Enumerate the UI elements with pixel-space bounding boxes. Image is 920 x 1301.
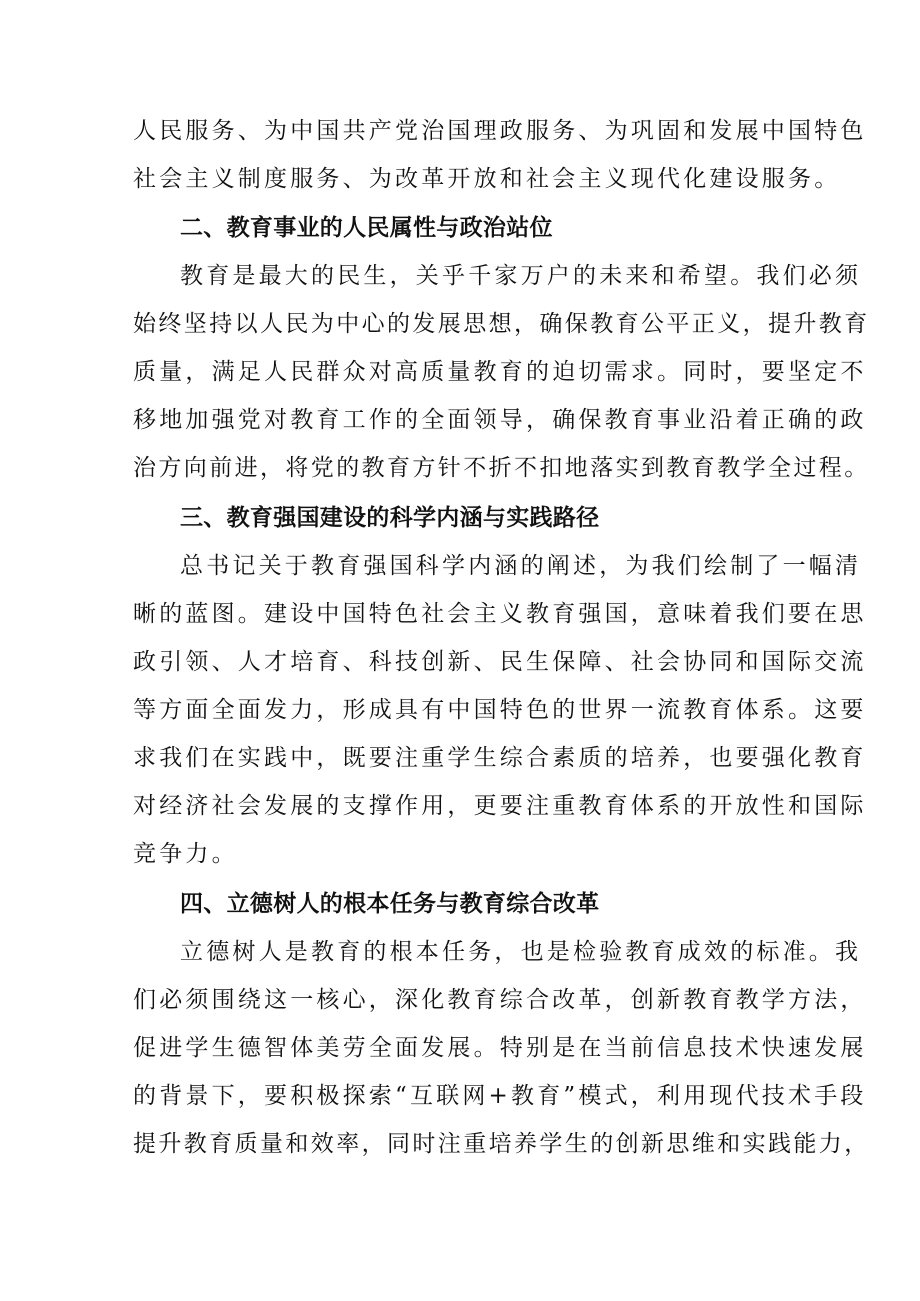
text-line: 求我们在实践中，既要注重学生综合素质的培养，也要强化教育 — [133, 745, 867, 771]
text-line: 们必须围绕这一核心，深化教育综合改革，创新教育教学方法， — [133, 987, 867, 1013]
section-heading: 二、教育事业的人民属性与政治站位 — [180, 215, 553, 241]
text-line: 移地加强党对教育工作的全面领导，确保教育事业沿着正确的政 — [133, 407, 867, 433]
section-heading: 三、教育强国建设的科学内涵与实践路径 — [180, 505, 600, 531]
text-line: 晰的蓝图。建设中国特色社会主义教育强国，意味着我们要在思 — [133, 601, 867, 627]
text-line: 始终坚持以人民为中心的发展思想，确保教育公平正义，提升教育 — [133, 311, 870, 337]
section-heading: 四、立德树人的根本任务与教育综合改革 — [180, 891, 600, 917]
text-line: 等方面全面发力，形成具有中国特色的世界一流教育体系。这要 — [133, 697, 867, 723]
text-line: 立德树人是教育的根本任务，也是检验教育成效的标准。我 — [180, 939, 862, 965]
text-line: 提升教育质量和效率，同时注重培养学生的创新思维和实践能力， — [133, 1131, 870, 1157]
text-line: 竞争力。 — [133, 841, 238, 867]
text-line: 总书记关于教育强国科学内涵的阐述，为我们绘制了一幅清 — [180, 553, 862, 579]
text-line: 治方向前进，将党的教育方针不折不扣地落实到教育教学全过程。 — [133, 455, 870, 481]
text-line: 的背景下，要积极探索“互联网+教育”模式，利用现代技术手段 — [133, 1083, 867, 1109]
text-line: 质量，满足人民群众对高质量教育的迫切需求。同时，要坚定不 — [133, 359, 867, 385]
text-line: 政引领、人才培育、科技创新、民生保障、社会协同和国际交流 — [133, 649, 867, 675]
text-line: 促进学生德智体美劳全面发展。特别是在当前信息技术快速发展 — [133, 1035, 867, 1061]
text-line: 对经济社会发展的支撑作用，更要注重教育体系的开放性和国际 — [133, 793, 867, 819]
text-line: 社会主义制度服务、为改革开放和社会主义现代化建设服务。 — [133, 166, 841, 192]
text-line: 教育是最大的民生，关乎千家万户的未来和希望。我们必须 — [180, 263, 862, 289]
text-line: 人民服务、为中国共产党治国理政服务、为巩固和发展中国特色 — [133, 118, 867, 144]
